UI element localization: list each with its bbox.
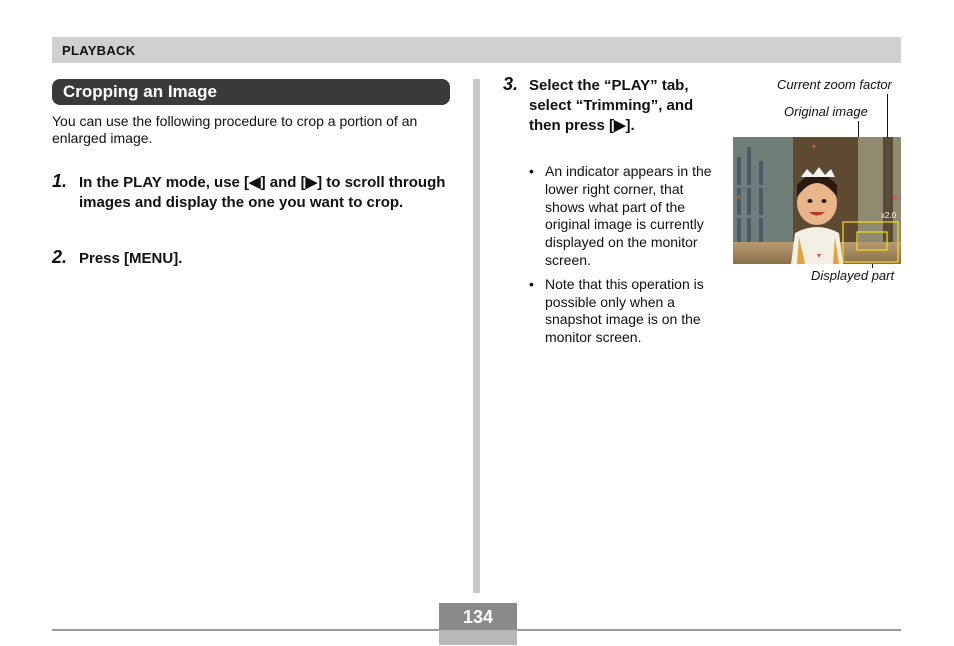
- step-2: [52, 249, 452, 269]
- section-title: Cropping an Image: [63, 82, 217, 101]
- list-item: [528, 276, 724, 347]
- header-bar: [52, 37, 901, 63]
- caption-original-image: Original image: [784, 104, 868, 119]
- bullet-list: [528, 163, 724, 353]
- photo-illustration: [733, 137, 901, 264]
- step-text: Select the “PLAY” tab, select “Trimming”, and then press [▶].: [529, 77, 694, 134]
- sample-photo: [733, 137, 901, 264]
- column-divider: [473, 79, 480, 593]
- step-1: [52, 173, 452, 213]
- step-number: 2.: [52, 247, 68, 267]
- caption-displayed-part: Displayed part: [811, 268, 895, 283]
- bullet-text: An indicator appears in the lower right corner, that shows what part of the original image is currently displayed on the monitor screen.: [545, 163, 712, 268]
- step-text: In the PLAY mode, use [◀] and [▶] to scroll through images and display the one you want to crop.: [79, 174, 446, 211]
- step-number: 3.: [503, 74, 519, 94]
- bullet-icon: •: [529, 163, 534, 179]
- page-number-box: [439, 603, 517, 630]
- zoom-readout: x2.0: [881, 211, 897, 220]
- step-text: Press [MENU].: [79, 250, 183, 267]
- section-title-bar: [52, 79, 450, 105]
- section-label: PLAYBACK: [62, 43, 136, 58]
- intro-text: You can use the following procedure to crop a portion of an enlarged image.: [52, 113, 418, 146]
- list-item: [528, 163, 724, 270]
- step-3: [503, 76, 723, 136]
- page-number: 134: [462, 607, 494, 627]
- caption-zoom-factor: Current zoom factor: [777, 77, 892, 92]
- page-number-base: [439, 630, 517, 645]
- bullet-text: Note that this operation is possible only when a snapshot image is on the monitor screen.: [545, 275, 704, 346]
- step-number: 1.: [52, 171, 68, 191]
- bullet-icon: •: [529, 275, 534, 292]
